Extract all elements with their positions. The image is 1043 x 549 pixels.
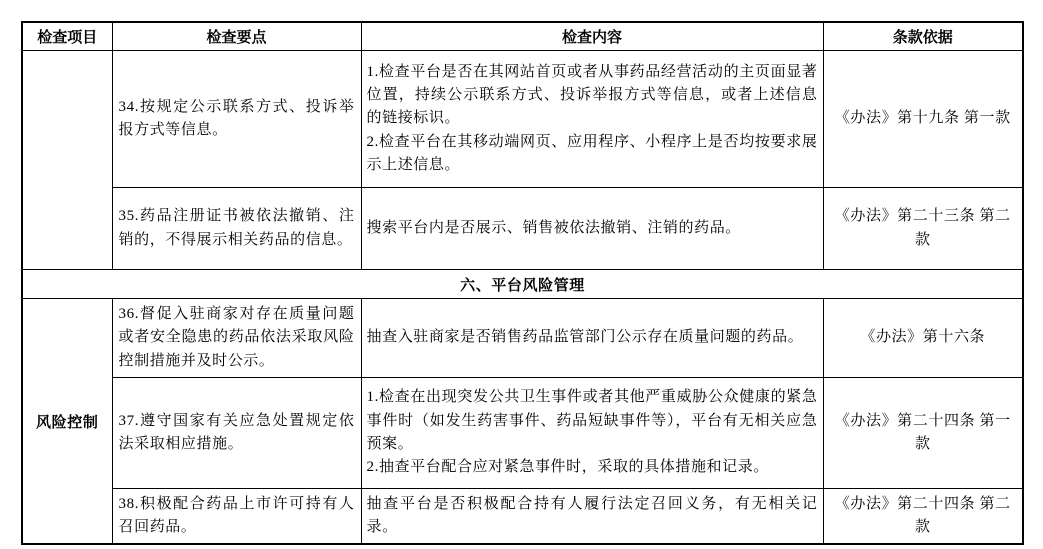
cell-basis-35: 《办法》第二十三条 第二款 xyxy=(823,188,1023,270)
cell-content-37 xyxy=(361,377,823,488)
section-title: 六、平台风险管理 xyxy=(22,270,1023,299)
cell-basis-34: 《办法》第十九条 第一款 xyxy=(823,51,1023,188)
header-clause-basis: 条款依据 xyxy=(823,22,1023,51)
content-paragraph-2: 2.抽查平台配合应对紧急事件时，采取的具体措施和记录。 xyxy=(366,459,769,475)
content-paragraph-1: 1.检查在出现突发公共卫生事件或者其他严重威胁公众健康的紧急事件时（如发生药害事件、药品短缺事件等），平台有无相关应急预案。 xyxy=(366,389,818,452)
section-header-row xyxy=(22,270,1023,299)
content-paragraph-1: 抽查入驻商家是否销售药品监管部门公示存在质量问题的药品。 xyxy=(366,329,804,346)
content-paragraph-1: 抽查平台是否积极配合持有人履行法定召回义务，有无相关记录。 xyxy=(366,495,818,535)
table-row-35 xyxy=(22,188,1023,270)
cell-item-group1 xyxy=(22,51,112,270)
content-paragraph-1: 1.检查平台是否在其网站首页或者从事药品经营活动的主页面显著位置，持续公示联系方式、投诉举报方式等信息，或者上述信息的链接标识。 xyxy=(366,63,818,127)
table-row-37 xyxy=(22,377,1023,488)
cell-basis-38: 《办法》第二十四条 第二款 xyxy=(823,488,1023,544)
header-inspection-content: 检查内容 xyxy=(361,22,823,51)
cell-item-risk-control: 风险控制 xyxy=(22,299,112,545)
content-paragraph-1: 搜索平台内是否展示、销售被依法撤销、注销的药品。 xyxy=(366,219,741,236)
cell-content-36 xyxy=(361,299,823,378)
header-inspection-item: 检查项目 xyxy=(22,22,112,51)
cell-point-38: 38.积极配合药品上市许可持有人召回药品。 xyxy=(112,488,361,544)
cell-content-34 xyxy=(361,51,823,188)
header-inspection-point: 检查要点 xyxy=(112,22,361,51)
cell-point-34: 34.按规定公示联系方式、投诉举报方式等信息。 xyxy=(112,51,361,188)
cell-point-36: 36.督促入驻商家对存在质量问题或者安全隐患的药品依法采取风险控制措施并及时公示。 xyxy=(112,299,361,378)
table-row-38 xyxy=(22,488,1023,544)
table-row-34 xyxy=(22,51,1023,188)
content-paragraph-2: 2.检查平台在其移动端网页、应用程序、小程序上是否均按要求展示上述信息。 xyxy=(366,133,818,173)
inspection-table xyxy=(21,21,1024,545)
cell-basis-36: 《办法》第十六条 xyxy=(823,299,1023,378)
cell-point-37: 37.遵守国家有关应急处置规定依法采取相应措施。 xyxy=(112,377,361,488)
table-header-row xyxy=(22,22,1023,51)
table-row-36 xyxy=(22,299,1023,378)
cell-content-38 xyxy=(361,488,823,544)
cell-content-35 xyxy=(361,188,823,270)
cell-basis-37: 《办法》第二十四条 第一款 xyxy=(823,377,1023,488)
cell-point-35: 35.药品注册证书被依法撤销、注销的，不得展示相关药品的信息。 xyxy=(112,188,361,270)
